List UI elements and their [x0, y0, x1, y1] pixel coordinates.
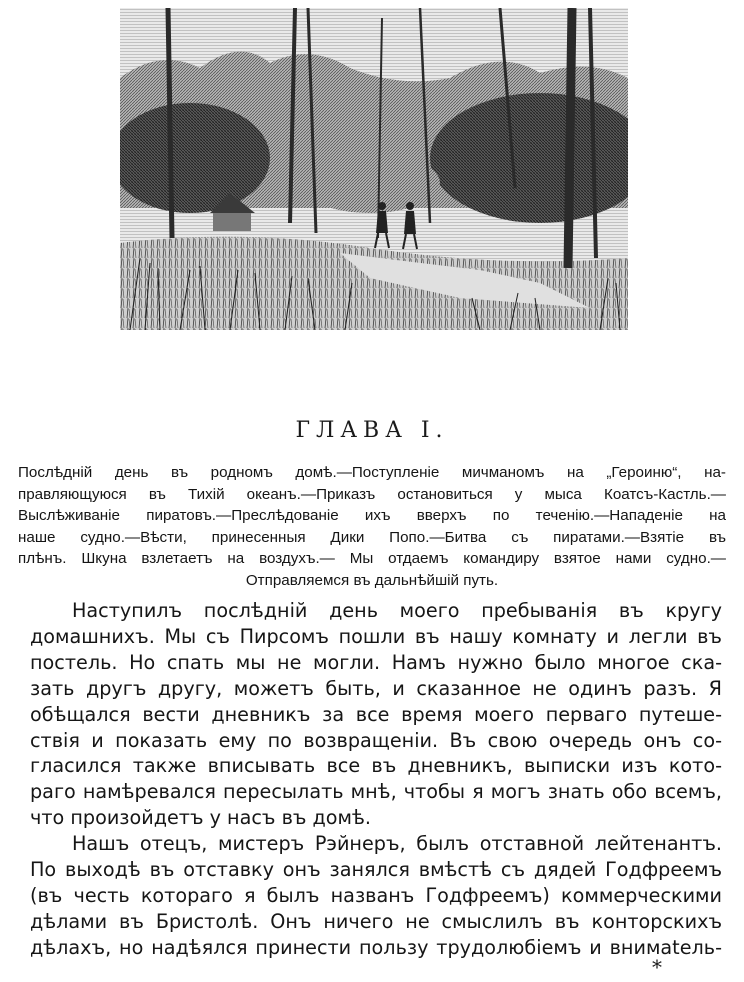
hut-wall	[213, 213, 251, 231]
summary-line: плѣнъ. Шкуна взлетаетъ на воздухъ.— Мы отдаемъ командиру взятое нами судно.—	[18, 550, 726, 568]
body-line: дѣлахъ, но надѣялся принести пользу трудолюбіемъ и внимatель-	[30, 935, 722, 959]
summary-line: Послѣдній день въ родномъ домѣ.—Поступленіе мичманомъ на „Героиню“, на-	[18, 464, 726, 481]
summary-line: Отправляемся въ дальнѣйшій путь.	[245, 571, 499, 589]
chapter-body-text	[30, 598, 722, 961]
body-line: зать другъ другу, можетъ быть, и сказанное не одинъ разъ. Я	[30, 676, 722, 700]
body-line: По выходѣ въ отставку онъ занялся вмѣстѣ съ дядей Годфреемъ	[30, 858, 722, 882]
engraving-svg	[120, 8, 628, 330]
body-line: постель. Но спать мы не могли. Намъ нужно было многое ска-	[30, 650, 722, 674]
chapter-summary	[18, 462, 726, 592]
summary-line: Выслѣживаніе пиратовъ.—Преслѣдованіе ихъ вверхъ по теченію.—Нападеніе на	[18, 507, 726, 525]
forest-engraving-illustration	[120, 8, 628, 330]
foliage-center	[300, 153, 440, 213]
body-line: Нашъ отецъ, мистеръ Рэйнеръ, былъ отставной лейтенантъ.	[72, 832, 722, 856]
body-line: что произойдетъ у насъ въ домѣ.	[30, 806, 371, 830]
chapter-title: ГЛАВА I.	[295, 418, 449, 443]
body-line: (въ честь котораго я былъ названъ Годфреемъ) коммерческими	[30, 883, 722, 907]
body-line: ствія и показать ему по возвращеніи. Въ свою очередь онъ со-	[30, 728, 722, 752]
body-line: Наступилъ послѣдній день моего пребыванія въ кругу	[72, 599, 722, 622]
body-line: дѣлами въ Бристолѣ. Онъ ничего не смыслилъ въ конторскихъ	[30, 909, 722, 933]
summary-line: правляющуюся въ Тихій океанъ.—Приказъ остановиться у мыса Коатсъ-Кастль.—	[18, 485, 726, 503]
summary-line: наше судно.—Вѣсти, принесенныя Дики Попо.—Битва съ пиратами.—Взятіе въ	[18, 528, 726, 546]
body-line: гласился также вписывать все въ дневникъ, выписки изъ кото-	[30, 754, 722, 778]
body-line: обѣщался вести дневникъ за все время моего перваго путеше-	[30, 702, 722, 726]
signature-mark: *	[652, 955, 662, 979]
body-line: домашнихъ. Мы съ Пирсомъ пошли въ нашу комнату и легли въ	[30, 624, 722, 648]
body-line: раго намѣревался пересылать мнѣ, чтобы я могъ знать обо всемъ,	[30, 780, 722, 804]
